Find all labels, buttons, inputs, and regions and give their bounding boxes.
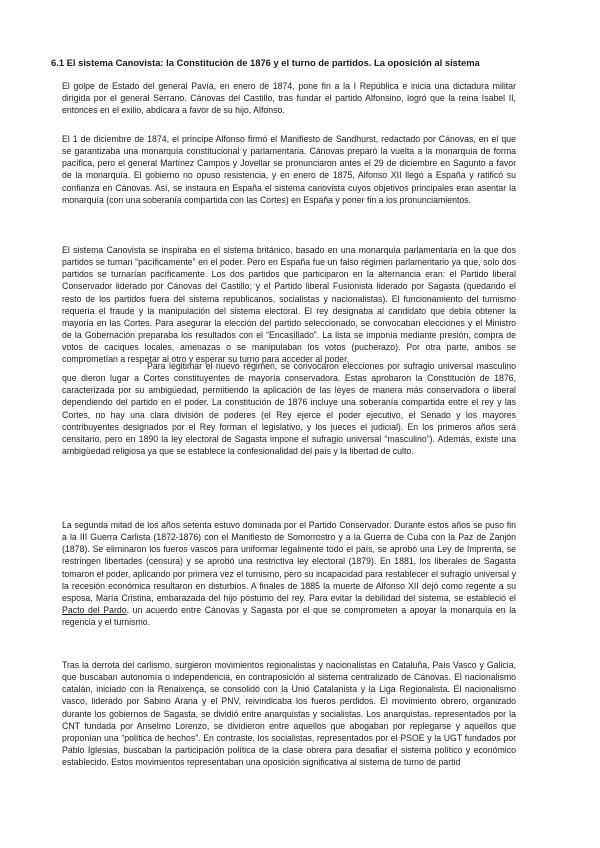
section-heading: 6.1 El sistema Canovista: la Constitución de 1876 y el turno de partidos. La oposición al sistema <box>51 57 480 68</box>
paragraph-constitution-1876: Para legitimar el nuevo régimen, se convocaron elecciones por sufragio universal masculino que dieron lugar a Cortes constituyentes de mayoría conservadora. Estas aprobaron la Constitución de 1876, caracterizada por su ambigüedad, permitiendo la aplicación de las leyes de manera más conservadora o liberal dependiendo del partido en el poder. La constitución de 1876 incluye una soberanía compartida entre el rey y las Cortes, no hay una clara división de poderes (el Rey ejerce el poder ejecutivo, el Senado y los mayores contribuyentes designados por el Rey forman el legislativo, y los jueces el judicial). En los primeros años será censitario, pero en 1890 la ley electoral de Sagasta impone el sufragio universal “masculino”). Además, existe una ambigüedad religiosa ya que se establece la confesionalidad del país y la libertad de culto. <box>62 361 516 457</box>
paragraph-sandhurst-manifesto: El 1 de diciembre de 1874, el príncipe Alfonso firmó el Manifiesto de Sandhurst, redactado por Cánovas, en el que se garantizaba una monarquía constitucional y parlamentaria. Cánovas preparó la vuelta a la monarquía de forma pacífica, pero el general Martínez Campos y Jovellar se pronunciaron antes el 29 de diciembre en Sagunto a favor de la monarquía. El gobierno no opuso resistencia, y en enero de 1875, Alfonso XII llegó a España y ratificó su confianza en Cánovas. Así, se instaura en España el sistema canovista cuyos objetivos principales eran asentar la monarquía (con una soberanía compartida con las Cortes) en España y poner fin a los pronunciamientos. <box>62 134 516 205</box>
pacto-del-pardo-link[interactable]: Pacto del Pardo <box>62 605 127 616</box>
paragraph-text-before-link: La segunda mitad de los años setenta estuvo dominada por el Partido Conservador. Durante estos años se puso fin a la III Guerra Carlista (1872-1876) con el Manifiesto de Somorrostro y a la Guerra de Cuba con la Paz de Zanjón (1878). Se eliminaron los fueros vascos para uniformar legalmente todo el país, se aprobó una Ley de Imprenta, se restringen libertades (censura) y se aprobó una restrictiva ley electoral (1879). En 1881, los liberales de Sagasta tomaron el poder, aplicando por primera vez el turnismo, pero su incapacidad para restablecer el sufragio universal y la recesión económica resultaron en disturbios. A finales de 1885 la muerte de Alfonso XII dejó como regente a su esposa, María Cristina, embarazada del hijo póstumo del rey. Para evitar la debilidad del sistema, se estableció el <box>62 520 516 603</box>
paragraph-conservative-period <box>62 519 516 628</box>
paragraph-text-after-link: , un acuerdo entre Cánovas y Sagasta por el que se comprometen a apoyar la monarquía en la regencia y el turnismo. <box>62 605 517 628</box>
paragraph-pavia-coup: El golpe de Estado del general Pavía, en enero de 1874, pone fin a la I República e inicia una dictadura militar dirigida por el general Serrano. Cánovas del Castillo, tras fundar el partido Alfonsino, logró que la reina Isabel II, entonces en el exilio, abdicara a favor de su hijo, Alfonso. <box>62 81 516 116</box>
paragraph-canovist-system: El sistema Canovista se inspiraba en el sistema británico, basado en una monarquía parlamentaria en la que dos partidos se turnan “pacíficamente” en el poder. Pero en España fue un falso régimen parlamentario ya que, solo dos partidos se turnarían pacíficamente. Los dos partidos que participaron en la alternancia eran: el Partido liberal Conservador liderado por Cánovas del Castillo; y el Partido liberal Fusionista liderado por Sagasta (quedando el resto de los partidos fuera del sistema republicanos, socialistas y nacionalistas). El funcionamiento del turnismo requería el fraude y la manipulación del sistema electoral. El rey designaba al candidato que debía obtener la mayoría en las Cortes. Para asegurar la elección del partido seleccionado, se convocaban elecciones y el Ministro de la Gobernación preparaba los resultados con el “Encasillado”. La lista se imponía mediante presión, compra de votos de caciques locales, amenazas o se manipulaban los votos (pucherazo). Por otra parte, ambos se comprometían a respetar al otro y esperar su turno para acceder al poder. <box>62 245 516 365</box>
paragraph-opposition-movements: Tras la derrota del carlismo, surgieron movimientos regionalistas y nacionalistas en Cataluña, País Vasco y Galicia, que buscaban autonomía o independencia, en contraposición al sistema centralizado de Cánovas. El nacionalismo catalán, iniciado con la Renaixença, se consolidó con la Unió Catalanista y la Liga Regionalista. El nacionalismo vasco, liderado por Sabino Arana y el PNV, reivindicaba los fueros perdidos. El movimiento obrero, organizado durante los gobiernos de Sagasta, se dividió entre anarquistas y socialistas. Los anarquistas, representados por la CNT fundada por Anselmo Lorenzo, se dividieron entre aquellos que abogaban por replegarse y aquellos que proponían una “política de hechos”. En contraste, los socialistas, representados por el PSOE y la UGT fundados por Pablo Iglesias, buscaban la participación política de la clase obrera para desafiar el sistema político y económico establecido. Estos movimientos representaban una oposición significativa al sistema de turno de partid <box>62 660 516 768</box>
